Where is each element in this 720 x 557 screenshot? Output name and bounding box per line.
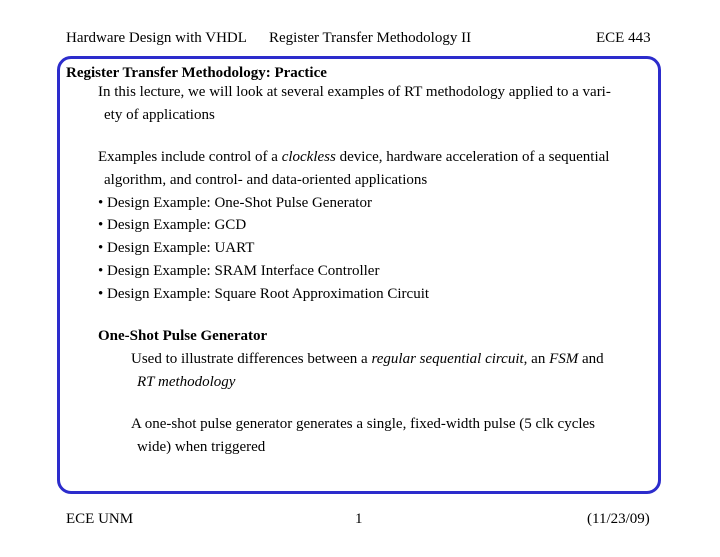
usage-emphasis-2: FSM xyxy=(549,351,579,367)
examples-line-1 xyxy=(98,146,609,169)
slide-title: Register Transfer Methodology: Practice xyxy=(66,65,327,81)
bullet-item: • Design Example: UART xyxy=(98,240,255,256)
intro-line-1: In this lecture, we will look at several examples of RT methodology applied to a vari- xyxy=(98,84,611,100)
examples-line-1-emphasis: clockless xyxy=(281,149,336,165)
usage-pre: Used to illustrate differences between a xyxy=(131,351,372,367)
footer-institution: ECE UNM xyxy=(66,511,134,527)
header-course: Hardware Design with VHDL xyxy=(66,30,247,46)
description-line-2: wide) when triggered xyxy=(137,439,266,455)
examples-line-1-post: device, hardware acceleration of a sequential xyxy=(335,149,610,165)
page-number: 1 xyxy=(355,511,363,527)
examples-line-2: algorithm, and control- and data-oriented applications xyxy=(104,172,428,188)
usage-post: and xyxy=(578,351,604,367)
section-heading: One-Shot Pulse Generator xyxy=(98,328,268,344)
usage-line-2-emphasis: RT methodology xyxy=(137,374,236,390)
usage-mid: , an xyxy=(523,351,550,367)
bullet-item: • Design Example: GCD xyxy=(98,217,247,233)
usage-line-2 xyxy=(137,371,235,394)
bullet-item: • Design Example: Square Root Approximation Circuit xyxy=(98,286,430,302)
description-line-1: A one-shot pulse generator generates a single, fixed-width pulse (5 clk cycles xyxy=(131,416,596,432)
bullet-item: • Design Example: One-Shot Pulse Generator xyxy=(98,195,372,211)
footer-date: (11/23/09) xyxy=(587,511,650,527)
bullet-item: • Design Example: SRAM Interface Controller xyxy=(98,263,380,279)
header-course-code: ECE 443 xyxy=(596,30,651,46)
usage-emphasis-1: regular sequential circuit xyxy=(371,351,524,367)
header-topic: Register Transfer Methodology II xyxy=(269,30,472,46)
usage-line-1 xyxy=(131,348,604,371)
intro-line-2: ety of applications xyxy=(104,107,215,123)
examples-line-1-pre: Examples include control of a xyxy=(98,149,282,165)
